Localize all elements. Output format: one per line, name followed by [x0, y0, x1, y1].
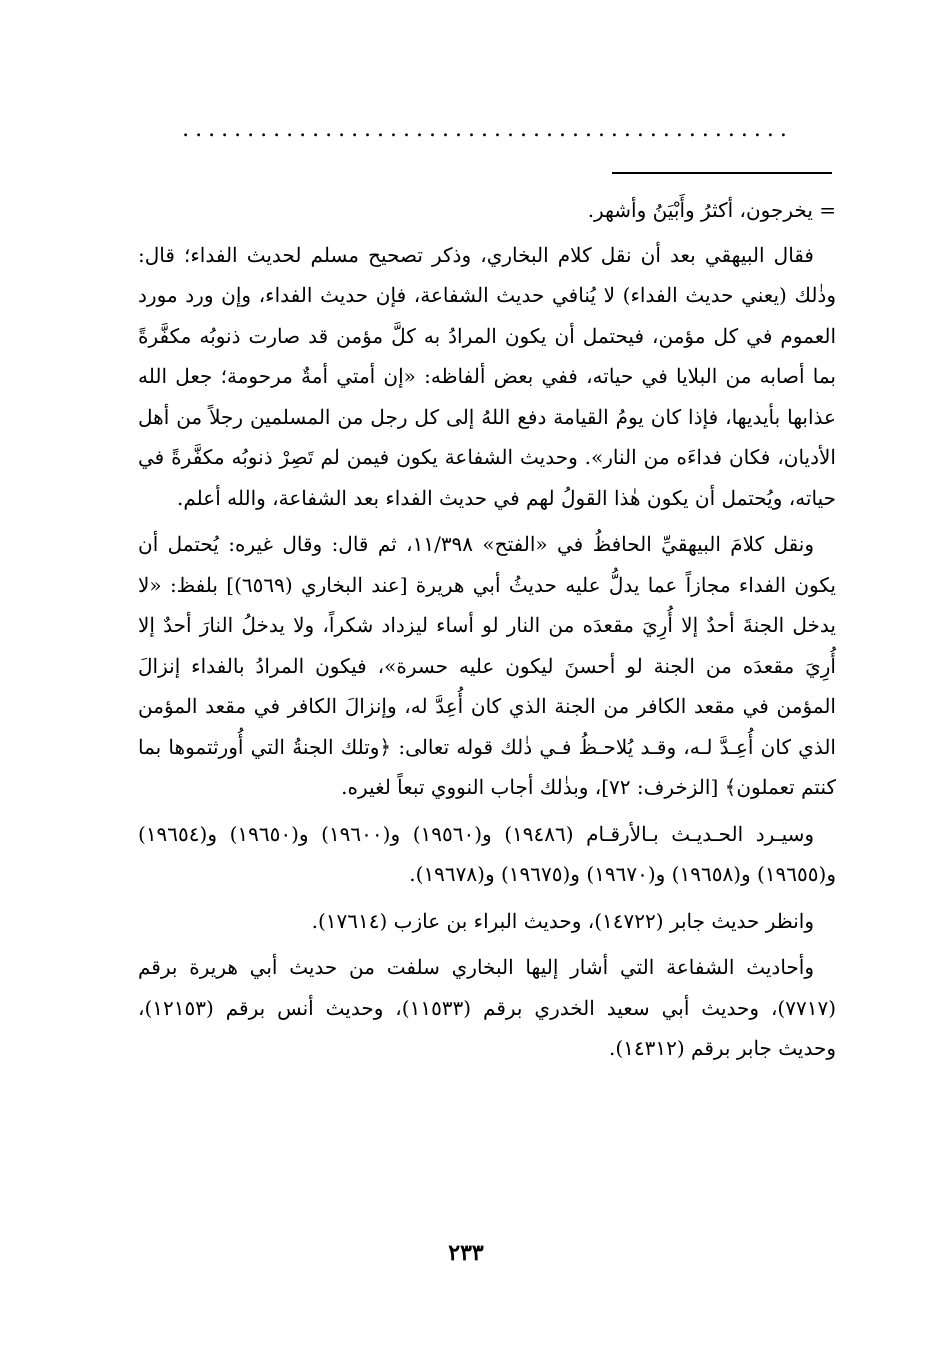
paragraph-bayhaqi: فقال البيهقي بعد أن نقل كلام البخاري، وذكر تصحيح مسلم لحديث الفداء؛ قال: وذٰلك (يعني حديث الفداء) لا يُنافي حديث الشفاعة، فإن حديث الفداء، وإن ورد مورد العموم في كل مؤمن، فيحتمل أن يكون المرادُ به كلَّ مؤمن قد صارت ذنوبُه مكفَّرةً بما أصابه من البلايا في حياته، ففي بعض ألفاظه: «إن أمتي أمةٌ مرحومة؛ جعل الله عذابها بأيديها، فإذا كان يومُ القيامة دفع اللهُ إلى كل رجل من المسلمين رجلاً من أهل الأديان، فكان فداءَه من النار». وحديث الشفاعة يكون فيمن لم تَصِرْ ذنوبُه مكفَّرةً في حياته، ويُحتمل أن يكون هٰذا القولُ لهم في حديث الفداء بعد الشفاعة، والله أعلم.: [138, 242, 836, 510]
dotted-separator: ...............................................: [182, 118, 793, 142]
footnote-text: [138, 190, 836, 1075]
paragraph-see-also: وانظر حديث جابر (١٤٧٢٢)، وحديث البراء بن عازب (١٧٦١٤).: [311, 908, 814, 933]
footnote-rule: [612, 172, 832, 174]
paragraph-shafaa: وأحاديث الشفاعة التي أشار إليها البخاري سلفت من حديث أبي هريرة برقم (٧٧١٧)، وحديث أبي سعيد الخدري برقم (١١٥٣٣)، وحديث أنس برقم (١٢١٥٣)، وحديث جابر برقم (١٤٣١٢).: [138, 955, 836, 1060]
paragraph-fath: ونقل كلامَ البيهقيِّ الحافظُ في «الفتح» ١١/٣٩٨، ثم قال: وقال غيره: يُحتمل أن يكون الفداء مجازاً عما يدلُّ عليه حديثُ أبي هريرة [عند البخاري (٦٥٦٩)] بلفظ: «لا يدخل الجنةَ أحدٌ إلا أُرِيَ مقعدَه من النار لو أساء ليزداد شكراً، ولا يدخلُ النارَ أحدٌ إلا أُرِيَ مقعدَه من الجنة لو أحسنَ ليكون عليه حسرة»، فيكون المرادُ بالفداء إنزالَ المؤمن في مقعد الكافر من الجنة الذي كان أُعِدَّ له، وإنزالَ الكافر في مقعد المؤمن الذي كان أُعِـدَّ لـه، وقـد يُلاحـظُ فـي ذٰلك قوله تعالى: ﴿وتلك الجنةُ التي أُورثتموها بما كنتم تعملون﴾ [الزخرف: ٧٢]، وبذٰلك أجاب النووي تبعاً لغيره.: [138, 532, 836, 799]
paragraph-numbers: وسيـرد الحـديـث بـالأرقـام (١٩٤٨٦) و(١٩٥٦٠) و(١٩٦٠٠) و(١٩٦٥٠) و(١٩٦٥٤) و(١٩٦٥٥) و(١٩٦٥٨) و(١٩٦٧٠) و(١٩٦٧٥) و(١٩٦٧٨).: [138, 821, 836, 886]
page-number: ٢٣٣: [448, 1240, 484, 1266]
continuation-line: = يخرجون، أكثرُ وأَبْيَنُ وأشهر.: [587, 198, 836, 222]
